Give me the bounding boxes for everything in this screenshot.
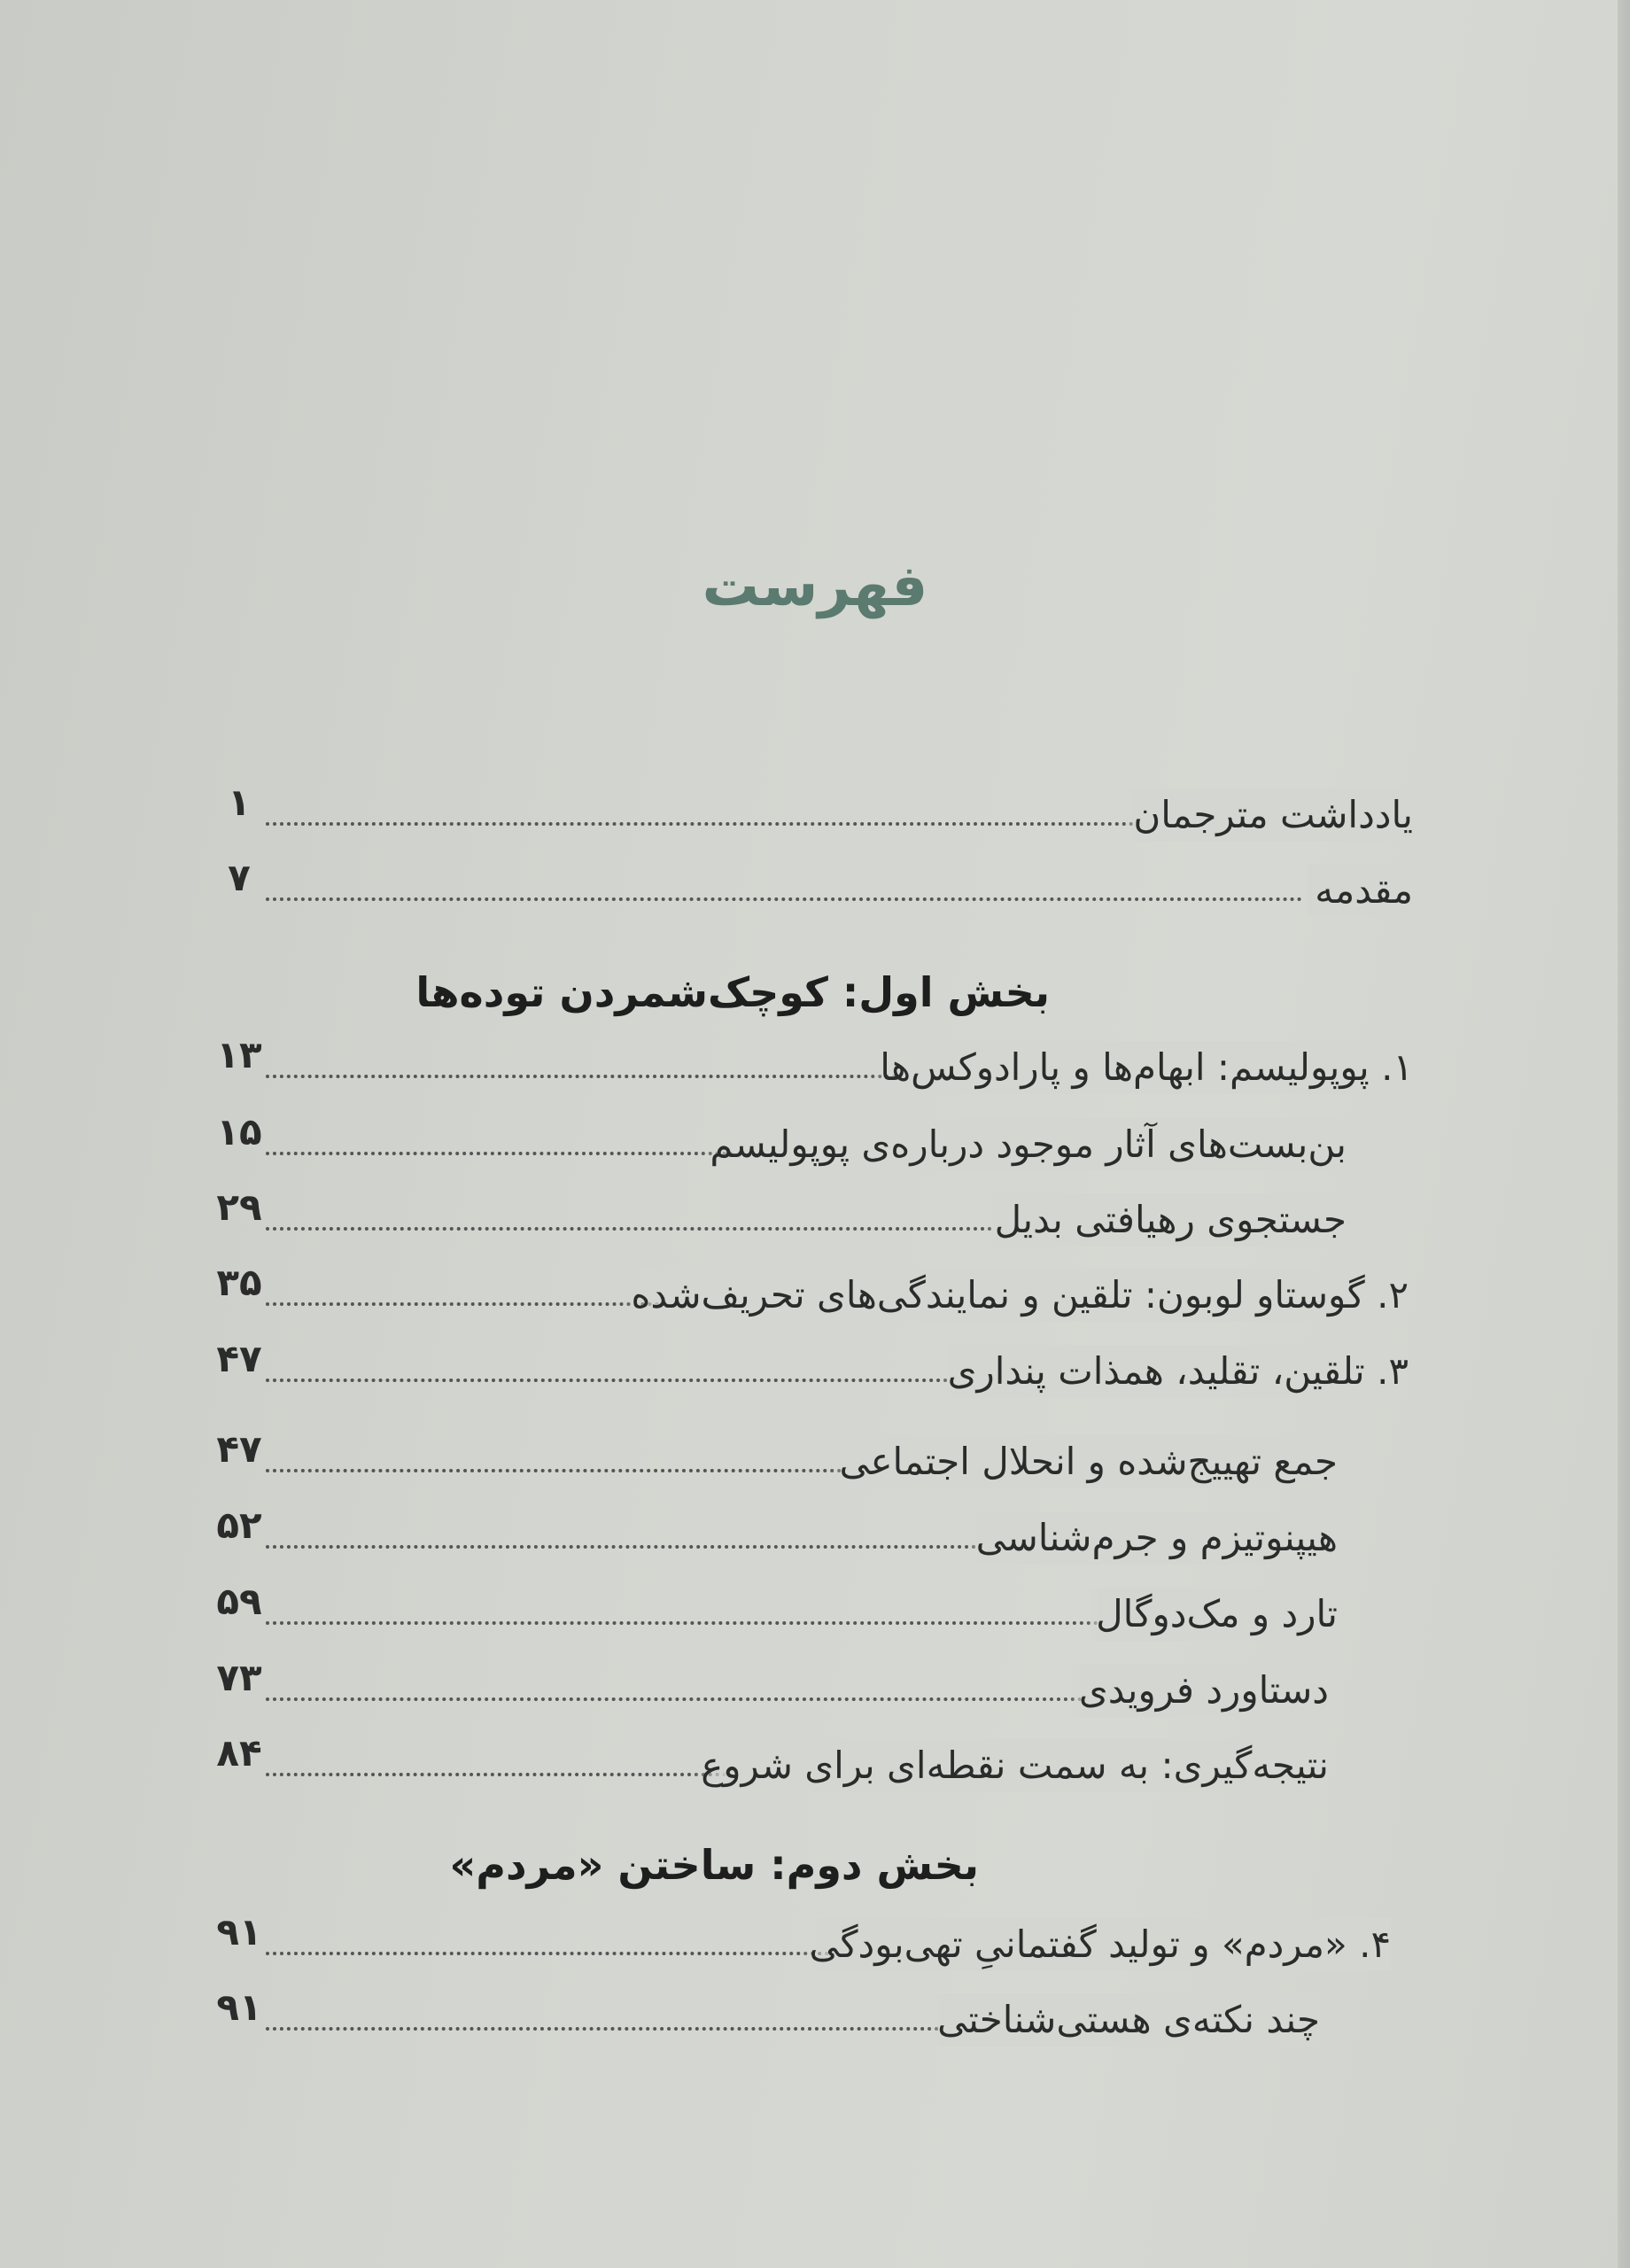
leader-dots: [266, 1075, 904, 1078]
toc-entry: [0, 1731, 1630, 1792]
page-number: ۹۱: [216, 1910, 262, 1953]
entry-label: هیپنوتیزم و جرم‌شناسی: [967, 1511, 1338, 1565]
leader-dots: [266, 897, 1302, 901]
toc-entry: [0, 1185, 1630, 1247]
page-number: ۵۹: [216, 1580, 262, 1623]
entry-label: ۲. گوستاو لوبون: تلقین و نمایندگی‌های تحریف‌شده: [622, 1269, 1409, 1322]
leader-dots: [266, 1545, 983, 1549]
toc-entry: [0, 1985, 1630, 2047]
entry-label: مقدمه: [1306, 864, 1413, 917]
page-number: ۸۴: [216, 1731, 262, 1775]
page-number: ۱: [228, 781, 251, 824]
entry-label: چند نکته‌ی هستی‌شناختی: [928, 1993, 1320, 2047]
leader-dots: [266, 1152, 762, 1155]
page-number: ۴۷: [216, 1337, 262, 1380]
entry-label: دستاورد فرویدی: [1070, 1664, 1329, 1717]
part-heading: بخش اول: کوچک‌شمردن توده‌ها: [415, 968, 1050, 1016]
leader-dots: [266, 1302, 673, 1306]
leader-dots: [266, 822, 1134, 826]
page-number: ۹۱: [216, 1985, 262, 2029]
toc-entry: [0, 1503, 1630, 1565]
toc-entry: [0, 1337, 1630, 1398]
leader-dots: [266, 1227, 992, 1231]
toc-entry: [0, 1110, 1630, 1171]
page-number: ۴۷: [216, 1427, 262, 1471]
entry-label: جستجوی رهیافتی بدیل: [986, 1193, 1347, 1247]
part-heading: بخش دوم: ساختن «مردم»: [449, 1841, 979, 1889]
leader-dots: [266, 1773, 762, 1776]
page-number: ۵۲: [216, 1503, 262, 1547]
toc-entry: [0, 781, 1630, 842]
page-number: ۳۵: [216, 1261, 262, 1304]
leader-dots: [266, 1952, 850, 1955]
leader-dots: [266, 2027, 939, 2031]
entry-label: بن‌بست‌های آثار موجود درباره‌ی پوپولیسم: [701, 1118, 1347, 1171]
toc-entry: [0, 856, 1630, 917]
toc-entry: [0, 1656, 1630, 1717]
toc-entry: [0, 1427, 1630, 1488]
toc-entry: [0, 1261, 1630, 1322]
entry-label: ۳. تلقین، تقلید، همذات پنداری: [939, 1345, 1409, 1398]
leader-dots: [266, 1379, 948, 1382]
leader-dots: [266, 1469, 842, 1472]
page-number: ۷۳: [216, 1656, 262, 1699]
page-number: ۷: [228, 856, 251, 899]
toc-entry: [0, 1910, 1630, 1971]
toc-entry: [0, 1580, 1630, 1641]
leader-dots: [266, 1621, 1098, 1625]
entry-label: جمع تهییج‌شده و انحلال اجتماعی: [830, 1435, 1338, 1488]
entry-label: ۴. «مردم» و تولید گفتمانیِ تهی‌بودگی: [801, 1918, 1391, 1971]
page-title: فهرست: [702, 554, 928, 619]
entry-label: ۱. پوپولیسم: ابهام‌ها و پارادوکس‌ها: [871, 1041, 1413, 1094]
page-number: ۱۵: [216, 1110, 262, 1153]
entry-label: نتیجه‌گیری: به سمت نقطه‌ای برای شروع: [692, 1739, 1329, 1792]
leader-dots: [266, 1697, 1090, 1701]
entry-label: تارد و مک‌دوگال: [1087, 1588, 1338, 1641]
toc-entry: [0, 1033, 1630, 1094]
page-number: ۲۹: [216, 1185, 262, 1229]
entry-label: یادداشت مترجمان: [1124, 788, 1413, 842]
page-number: ۱۳: [216, 1033, 262, 1076]
